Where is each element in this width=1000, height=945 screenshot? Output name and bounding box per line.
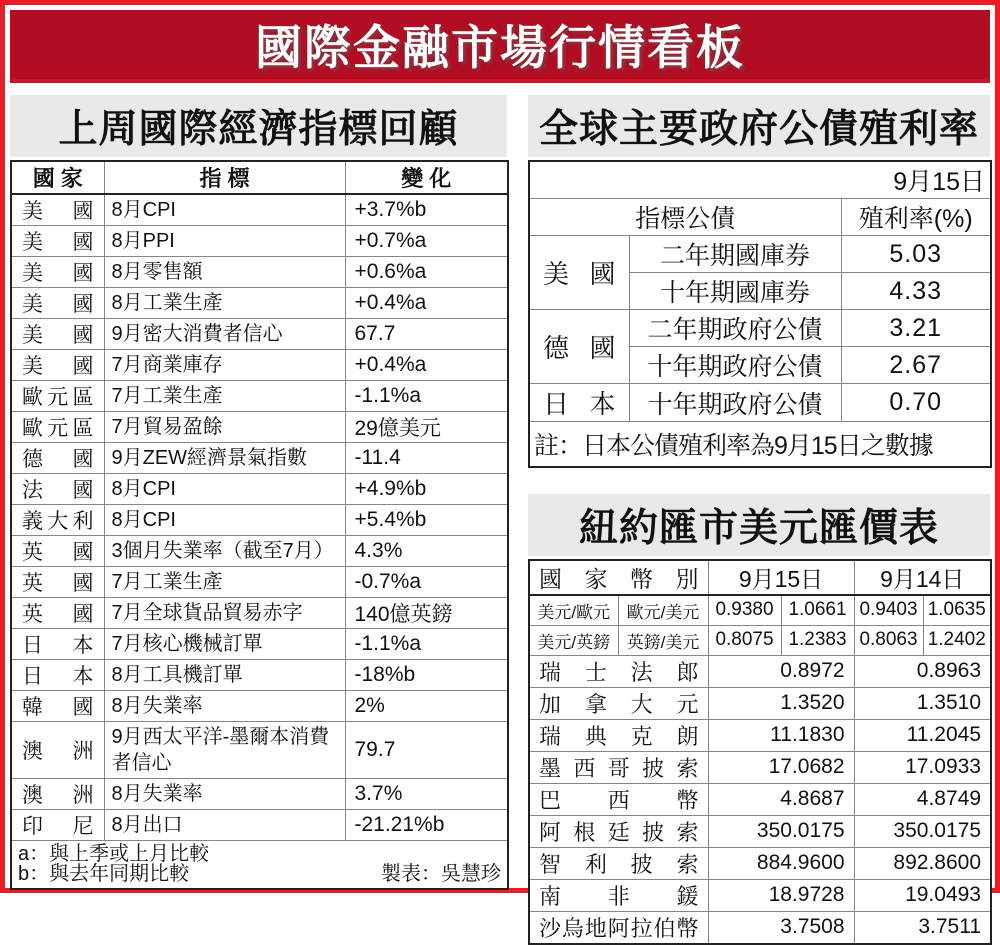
country-cell: 德 國 [11, 443, 104, 474]
indicator-row [11, 350, 508, 381]
change-cell: +0.6%a [345, 257, 508, 288]
country-cell: 美 國 [11, 257, 104, 288]
currency-cell: 瑞 典 克 朗 [529, 719, 708, 751]
change-cell: -18%b [345, 660, 508, 691]
rate-cell: 350.0175 [854, 815, 991, 847]
fx-currency-row [529, 815, 991, 847]
indicator-row [11, 536, 508, 567]
change-cell: +5.4%b [345, 505, 508, 536]
bond-panel-title-strip [528, 95, 990, 157]
country-cell: 義 大 利 [11, 505, 104, 536]
column-header-date2: 9月14日 [854, 560, 991, 595]
page-title-banner [10, 10, 990, 83]
bond-yields-table [528, 160, 992, 468]
rate-cell: 11.1830 [708, 719, 854, 751]
currency-cell: 瑞 士 法 郎 [529, 655, 708, 687]
footnotes-cell [11, 841, 508, 890]
bond-name-cell: 十年期國庫券 [629, 273, 841, 310]
change-cell: 4.3% [345, 536, 508, 567]
currency-cell: 墨 西 哥 披 索 [529, 751, 708, 783]
economic-table-header-row [11, 161, 508, 194]
indicator-row [11, 810, 508, 841]
country-cell: 澳 洲 [11, 779, 104, 810]
country-cell: 德 國 [529, 310, 629, 384]
indicator-row [11, 691, 508, 722]
country-cell: 歐 元 區 [11, 381, 104, 412]
change-cell: +3.7%b [345, 194, 508, 226]
column-header-country-currency: 國 家 幣 別 [529, 560, 708, 595]
rate-cell: 11.2045 [854, 719, 991, 751]
change-cell: -1.1%a [345, 381, 508, 412]
currency-cell: 沙 烏 地 阿 拉 伯 幣 [529, 911, 708, 944]
rate-cell: 18.9728 [708, 879, 854, 911]
indicator-cell: 7月全球貨品貿易赤字 [104, 598, 345, 629]
currency-cell: 南 非 鍰 [529, 879, 708, 911]
country-cell: 美 國 [11, 319, 104, 350]
country-cell: 日 本 [11, 629, 104, 660]
indicator-row [11, 226, 508, 257]
country-cell: 英 國 [11, 536, 104, 567]
column-header-change: 變 化 [345, 161, 508, 194]
indicator-cell: 8月出口 [104, 810, 345, 841]
rate-cell: 892.8600 [854, 847, 991, 879]
country-cell: 美 國 [11, 288, 104, 319]
footnote-b: b：與去年同期比較 [18, 863, 190, 885]
rate-cell: 0.8972 [708, 655, 854, 687]
change-cell: -11.4 [345, 443, 508, 474]
country-cell: 美 國 [11, 194, 104, 226]
column-header-date1: 9月15日 [708, 560, 854, 595]
indicator-row [11, 288, 508, 319]
country-cell: 印 尼 [11, 810, 104, 841]
change-cell: -0.7%a [345, 567, 508, 598]
currency-cell: 智 利 披 索 [529, 847, 708, 879]
bond-header-row [529, 199, 991, 236]
indicator-cell: 8月失業率 [104, 691, 345, 722]
fx-panel-title: 紐約匯市美元匯價表 [578, 507, 939, 550]
fx-rates-panel [528, 494, 990, 945]
fx-currency-row [529, 879, 991, 911]
rate-cell: 350.0175 [708, 815, 854, 847]
fx-pair-row [529, 595, 991, 625]
country-cell: 法 國 [11, 474, 104, 505]
economic-table-footnote-row [11, 841, 508, 890]
indicator-row [11, 505, 508, 536]
rate-cell: 0.8063 [854, 625, 923, 655]
rate-cell: 17.0682 [708, 751, 854, 783]
rate-cell: 0.9380 [708, 595, 781, 625]
column-header-yield: 殖利率(%) [841, 199, 991, 236]
economic-indicators-table [10, 160, 509, 890]
change-cell: -1.1%a [345, 629, 508, 660]
country-cell: 日 本 [529, 384, 629, 422]
column-header-benchmark-bond: 指標公債 [529, 199, 841, 236]
indicator-row [11, 629, 508, 660]
change-cell: -21.21%b [345, 810, 508, 841]
change-cell: +4.9%b [345, 474, 508, 505]
rate-cell: 0.9403 [854, 595, 923, 625]
indicator-cell: 8月CPI [104, 474, 345, 505]
country-cell: 美 國 [529, 236, 629, 310]
bond-yield-cell: 4.33 [841, 273, 991, 310]
rate-cell: 1.0661 [781, 595, 854, 625]
bond-panel-title: 全球主要政府公債殖利率 [538, 108, 979, 151]
bond-name-cell: 十年期政府公債 [629, 384, 841, 422]
indicator-row [11, 474, 508, 505]
content-columns [10, 95, 990, 945]
indicator-row [11, 319, 508, 350]
indicator-cell: 8月工業生產 [104, 288, 345, 319]
country-cell: 英 國 [11, 598, 104, 629]
economic-indicators-panel [10, 95, 507, 890]
indicator-row [11, 598, 508, 629]
pair-left-cell: 美元/歐元 [529, 595, 618, 625]
rate-cell: 1.3520 [708, 687, 854, 719]
bond-yield-cell: 0.70 [841, 384, 991, 422]
indicator-cell: 7月商業庫存 [104, 350, 345, 381]
bond-name-cell: 十年期政府公債 [629, 347, 841, 384]
indicator-cell: 7月工業生產 [104, 381, 345, 412]
rate-cell: 884.9600 [708, 847, 854, 879]
indicator-row [11, 412, 508, 443]
indicator-row [11, 779, 508, 810]
indicator-row [11, 567, 508, 598]
country-cell: 英 國 [11, 567, 104, 598]
fx-currency-row [529, 719, 991, 751]
rate-cell: 3.7508 [708, 911, 854, 944]
indicator-row [11, 722, 508, 779]
rate-cell: 1.2402 [923, 625, 991, 655]
indicator-cell: 8月工具機訂單 [104, 660, 345, 691]
indicator-row [11, 257, 508, 288]
change-cell: 67.7 [345, 319, 508, 350]
indicator-row [11, 443, 508, 474]
bond-name-cell: 二年期國庫券 [629, 236, 841, 273]
fx-currency-row [529, 655, 991, 687]
rate-cell: 4.8687 [708, 783, 854, 815]
pair-left-cell: 美元/英鎊 [529, 625, 618, 655]
table-credit: 製表：吳慧珍 [381, 863, 501, 885]
country-cell: 澳 洲 [11, 722, 104, 779]
bond-row [529, 384, 991, 422]
indicator-cell: 8月PPI [104, 226, 345, 257]
economic-panel-title: 上周國際經濟指標回顧 [58, 108, 459, 151]
rate-cell: 4.8749 [854, 783, 991, 815]
change-cell: +0.4%a [345, 350, 508, 381]
bond-yield-cell: 3.21 [841, 310, 991, 347]
currency-cell: 阿 根 廷 披 索 [529, 815, 708, 847]
country-cell: 日 本 [11, 660, 104, 691]
fx-pair-row [529, 625, 991, 655]
fx-panel-title-strip [528, 494, 990, 556]
indicator-cell: 8月CPI [104, 505, 345, 536]
rate-cell: 17.0933 [854, 751, 991, 783]
fx-header-row [529, 560, 991, 595]
change-cell: 79.7 [345, 722, 508, 779]
indicator-cell: 9月密大消費者信心 [104, 319, 345, 350]
country-cell: 歐 元 區 [11, 412, 104, 443]
right-panels [528, 95, 990, 945]
bond-yield-cell: 2.67 [841, 347, 991, 384]
fx-currency-row [529, 687, 991, 719]
change-cell: 2% [345, 691, 508, 722]
rate-cell: 19.0493 [854, 879, 991, 911]
rate-cell: 3.7511 [854, 911, 991, 944]
rate-cell: 1.0635 [923, 595, 991, 625]
bond-yield-cell: 5.03 [841, 236, 991, 273]
economic-panel-title-strip [10, 95, 507, 157]
bond-date: 9月15日 [529, 161, 991, 199]
change-cell: +0.7%a [345, 226, 508, 257]
rate-cell: 1.3510 [854, 687, 991, 719]
pair-right-cell: 英鎊/美元 [618, 625, 708, 655]
currency-cell: 加 拿 大 元 [529, 687, 708, 719]
rate-cell: 0.8075 [708, 625, 781, 655]
bond-row [529, 236, 991, 273]
page-title: 國際金融市場行情看板 [255, 21, 745, 74]
fx-currency-row [529, 847, 991, 879]
pair-right-cell: 歐元/美元 [618, 595, 708, 625]
change-cell: +0.4%a [345, 288, 508, 319]
indicator-cell: 7月工業生產 [104, 567, 345, 598]
indicator-cell: 9月西太平洋-墨爾本消費者信心 [104, 722, 345, 779]
indicator-cell: 8月CPI [104, 194, 345, 226]
indicator-cell: 9月ZEW經濟景氣指數 [104, 443, 345, 474]
bond-date-row [529, 161, 991, 199]
footnote-a: a：與上季或上月比較 [18, 843, 210, 865]
fx-currency-row [529, 783, 991, 815]
bond-row [529, 310, 991, 347]
bond-name-cell: 二年期政府公債 [629, 310, 841, 347]
rate-cell: 1.2383 [781, 625, 854, 655]
indicator-cell: 7月貿易盈餘 [104, 412, 345, 443]
indicator-row [11, 194, 508, 226]
bond-note: 註：日本公債殖利率為9月15日之數據 [529, 422, 991, 468]
bond-yields-panel [528, 95, 990, 468]
change-cell: 29億美元 [345, 412, 508, 443]
indicator-cell: 8月零售額 [104, 257, 345, 288]
country-cell: 美 國 [11, 226, 104, 257]
fx-currency-row [529, 751, 991, 783]
rate-cell: 0.8963 [854, 655, 991, 687]
bond-note-row [529, 422, 991, 468]
country-cell: 韓 國 [11, 691, 104, 722]
indicator-row [11, 381, 508, 412]
fx-currency-row [529, 911, 991, 944]
indicator-row [11, 660, 508, 691]
currency-cell: 巴 西 幣 [529, 783, 708, 815]
fx-rates-table [528, 559, 992, 945]
indicator-cell: 8月失業率 [104, 779, 345, 810]
country-cell: 美 國 [11, 350, 104, 381]
indicator-cell: 7月核心機械訂單 [104, 629, 345, 660]
change-cell: 140億英鎊 [345, 598, 508, 629]
column-header-indicator: 指 標 [104, 161, 345, 194]
column-header-country: 國 家 [11, 161, 104, 194]
indicator-cell: 3個月失業率（截至7月） [104, 536, 345, 567]
change-cell: 3.7% [345, 779, 508, 810]
